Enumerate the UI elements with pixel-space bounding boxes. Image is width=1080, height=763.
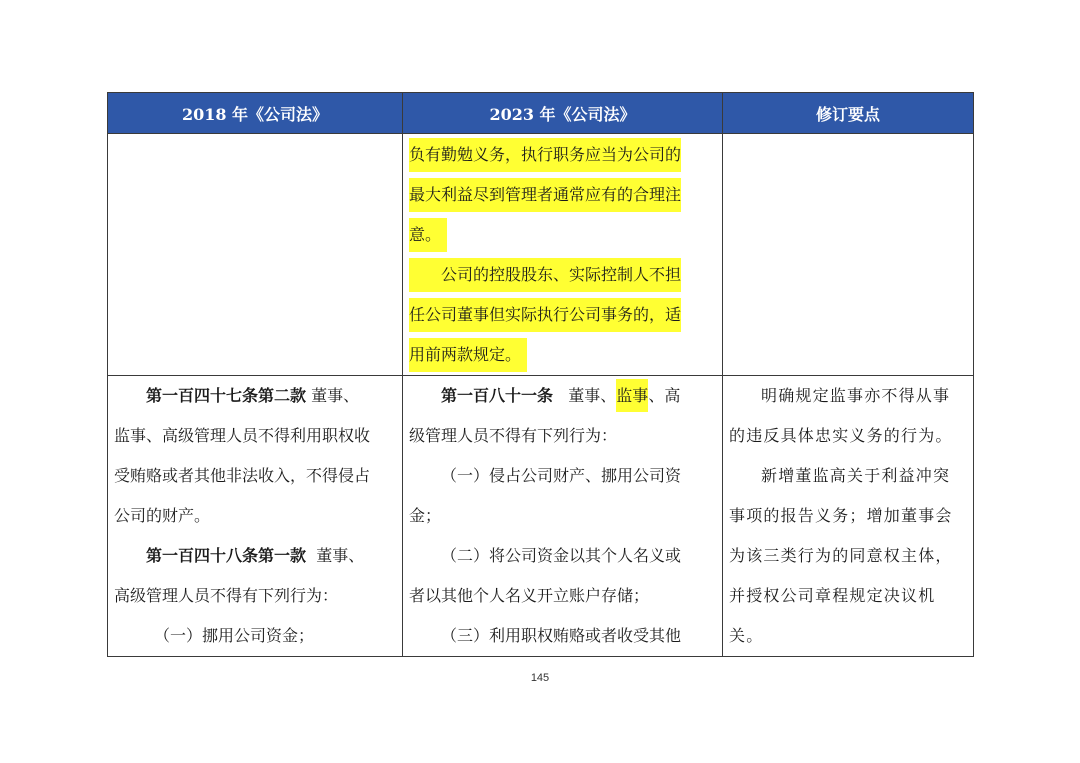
highlighted-text: 最大利益尽到管理者通常应有的合理注 (409, 178, 681, 212)
row1-revision-cell (723, 134, 974, 376)
row2-2023-cell: 第一百八十一条 董事、监事、高 级管理人员不得有下列行为： （一）侵占公司财产、挪用公司资 金； （二）将公司资金以其个人名义或 者以其他个人名义开立账户存储； （三）利用职权贿赂或者收受其他 (403, 376, 723, 657)
row1-2018-cell (108, 134, 403, 376)
highlighted-text: 监事 (616, 379, 648, 412)
highlighted-text: 任公司董事但实际执行公司事务的，适 (409, 298, 681, 332)
table-row (108, 376, 974, 657)
law-comparison-table (107, 92, 974, 657)
header-2023-law: 2023 年《公司法》 (403, 93, 723, 134)
highlighted-text: 用前两款规定。 (409, 338, 527, 372)
page-number: 145 (530, 672, 550, 684)
table-row (108, 134, 974, 376)
row2-2018-cell: 第一百四十七条第二款 董事、 监事、高级管理人员不得利用职权收 受贿赂或者其他非法收入，不得侵占 公司的财产。 第一百四十八条第一款 董事、 高级管理人员不得有下列行为： （一）挪用公司资金； (108, 376, 403, 657)
table-header-row (108, 93, 974, 134)
highlighted-text: 公司的控股股东、实际控制人不担 (409, 258, 681, 292)
highlighted-text: 负有勤勉义务，执行职务应当为公司的 (409, 138, 681, 172)
article-title: 第一百四十八条第一款 (146, 546, 307, 565)
article-181-line: 第一百八十一条 董事、监事、高 (409, 376, 716, 416)
row2-revision-cell: 明确规定监事亦不得从事 的违反具体忠实义务的行为。 新增董监高关于利益冲突 事项的报告义务；增加董事会 为该三类行为的同意权主体， 并授权公司章程规定决议机 关。 (723, 376, 974, 657)
article-title: 第一百四十七条第二款 (146, 386, 307, 405)
article-148-line: 第一百四十八条第一款 董事、 (146, 546, 365, 565)
article-title: 第一百八十一条 (441, 386, 554, 405)
header-2018-law: 2018 年《公司法》 (108, 93, 403, 134)
header-revision-points: 修订要点 (723, 93, 974, 134)
article-147-line: 第一百四十七条第二款 董事、 (146, 386, 360, 405)
row1-2023-cell (403, 134, 723, 376)
highlighted-text: 意。 (409, 218, 447, 252)
